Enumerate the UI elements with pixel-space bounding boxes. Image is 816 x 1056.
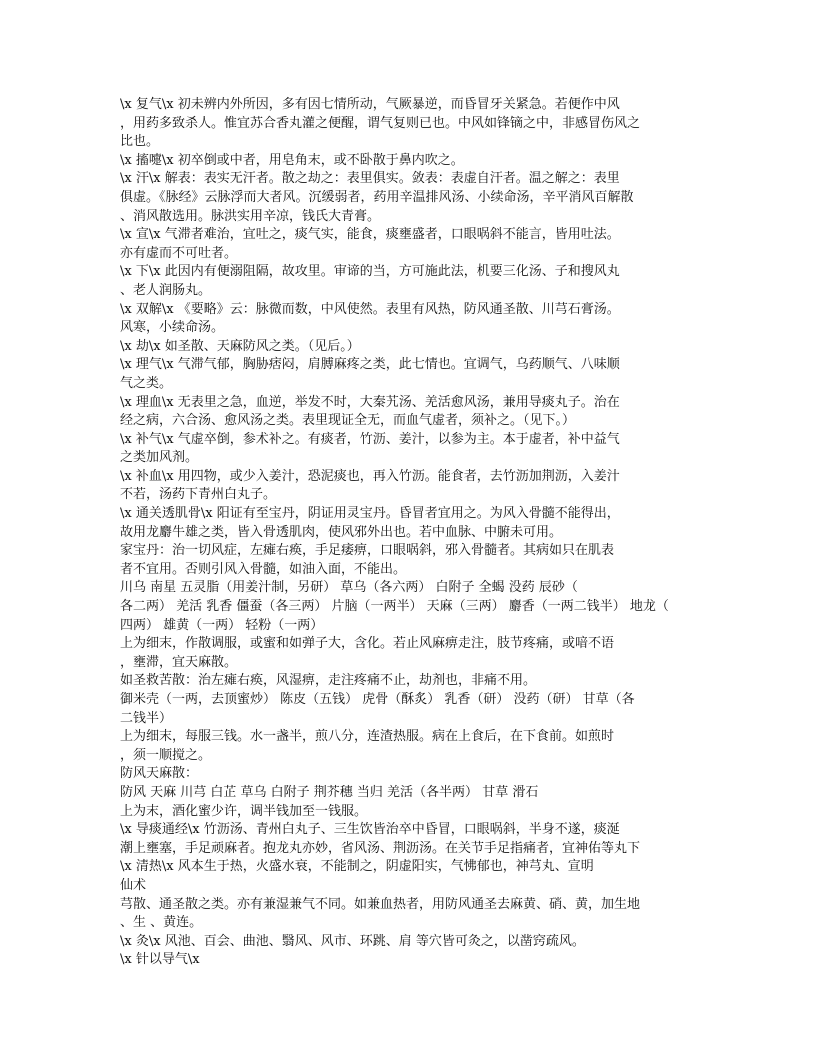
text-line: 上为细末，作散调服，或蜜和如弹子大，含化。若止风麻痹走注，肢节疼痛，或喑不语	[120, 636, 615, 652]
text-line: \x 理血\x 无表里之急，血逆，举发不时，大秦艽汤、羌活愈风汤，兼用导痰丸子。治在	[120, 394, 620, 410]
text-line: 各二两） 羌活 乳香 僵蚕（各三两） 片脑（一两半） 天麻（三两） 麝香（一两二钱半） 地龙（	[120, 599, 669, 615]
text-line: 仙术	[120, 877, 147, 893]
text-line: 、生 、黄连。	[120, 915, 203, 931]
text-line: \x 汗\x 解表：表实无汗者。散之劫之：表里俱实。敛表：表虚自汗者。温之解之：表里	[120, 171, 620, 187]
text-line: \x 灸\x 风池、百会、曲池、翳风、风市、环跳、肩 等穴皆可灸之，以凿窍疏风。	[120, 933, 585, 949]
text-line: 御米壳（一两，去顶蜜炒） 陈皮（五钱） 虎骨（酥炙） 乳香（研） 没药（研） 甘草（各	[120, 692, 635, 707]
text-line: 故用龙麝牛雄之类，皆入骨透肌肉，使风邪外出也。若中血脉、中腑未可用。	[120, 524, 563, 540]
text-line: 比也。	[120, 134, 160, 150]
text-line: \x 下\x 此因内有便溺阻隔，故攻里。审谛的当，方可施此法，机要三化汤、子和搜风丸	[120, 264, 620, 280]
text-line: 经之病，六合汤、愈风汤之类。表里现证全无，而血气虚者，须补之。（见下。）	[120, 413, 576, 429]
text-line: 潮上壅塞，手足顽麻者。抱龙丸亦妙，省风汤、荆沥汤。在关节手足指痛者，宜神佑等丸下	[120, 840, 641, 856]
text-line: 四两） 雄黄（一两） 轻粉（一两）	[120, 617, 324, 633]
text-line: 防风 天麻 川芎 白芷 草乌 白附子 荆芥穗 当归 羌活（各半两） 甘草 滑石	[120, 784, 539, 800]
text-line: ，壅滞，宜天麻散。	[120, 654, 238, 670]
text-line: \x 导痰通经\x 竹沥汤、青州白丸子、三生饮皆治卒中昏冒，口眼㖞斜，半身不遂，痰涎	[120, 822, 620, 838]
text-line: 上为末，酒化蜜少许，调半钱加至一钱服。	[120, 803, 368, 819]
text-line: \x 补血\x 用四物，或少入姜汁，恐泥痰也，再入竹沥。能食者，去竹沥加荆沥，入姜汁	[120, 468, 620, 484]
document-page	[120, 96, 696, 970]
text-line: 气之类。	[120, 375, 173, 391]
text-line: \x 劫\x 如圣散、天麻防风之类。（见后。）	[120, 338, 360, 354]
text-line: 如圣救苦散：治左瘫右痪，风湿痹，走注疼痛不止，劫剂也，非痛不用。	[120, 673, 537, 689]
text-line: \x 补气\x 气虚卒倒，参术补之。有痰者，竹沥、姜汁，以参为主。本于虚者，补中益气	[120, 431, 620, 447]
text-line: 亦有虚而不可吐者。	[120, 245, 238, 261]
text-line: \x 复气\x 初未辨内外所因，多有因七情所动，气厥暴逆，而昏冒牙关紧急。若便作中风	[120, 97, 620, 112]
text-line: 上为细末，每服三钱。水一盏半，煎八分，连渣热服。病在上食后，在下食前。如煎时	[120, 729, 615, 745]
text-line: \x 双解\x 《要略》云：脉微而数，中风使然。表里有风热，防风通圣散、川芎石膏汤。	[120, 301, 620, 317]
text-line: 、消风散选用。脉洪实用辛凉，钱氏大青膏。	[120, 208, 381, 224]
text-line: 不若，汤药下青州白丸子。	[120, 487, 277, 503]
text-line: 川乌 南星 五灵脂（用姜汁制，另研） 草乌（各六两） 白附子 全蝎 没药 辰砂（	[120, 580, 578, 596]
text-line: 俱虚。《脉经》云脉浮而大者风。沉缓弱者，药用辛温排风汤、小续命汤，辛平消风百解散	[120, 189, 634, 205]
text-line: \x 通关透肌骨\x 阳证有至宝丹，阴证用灵宝丹。昏冒者宜用之。为风入骨髓不能得出，	[120, 506, 620, 522]
text-line: 风寒，小续命汤。	[120, 320, 225, 336]
text-line: 、老人润肠丸。	[120, 282, 212, 298]
text-line: 防风天麻散：	[120, 766, 199, 782]
text-line: \x 宣\x 气滞者难治，宜吐之，痰气实，能食，痰壅盛者，口眼㖞斜不能言，皆用吐法。	[120, 227, 620, 243]
text-line: 芎散、通圣散之类。亦有兼湿兼气不同。如兼血热者，用防风通圣去麻黄、硝、黄，加生地	[120, 896, 641, 912]
text-line: 二钱半）	[120, 710, 173, 726]
text-line: 之类加风剂。	[120, 450, 199, 466]
text-line: ，用药多致杀人。惟宜苏合香丸灌之便醒，谓气复则已也。中风如锋镝之中，非感冒伤风之	[120, 115, 641, 131]
text-line: \x 搐嚏\x 初卒倒或中者，用皂角末，或不卧散于鼻内吹之。	[120, 152, 464, 168]
text-line: \x 理气\x 气滞气郁，胸胁痞闷，肩膊麻疼之类，此七情也。宜调气，乌药顺气、八味顺	[120, 357, 620, 373]
text-line: \x 针以导气\x	[120, 952, 200, 968]
text-line: 家宝丹：治一切风症，左瘫右痪，手足痿痹，口眼㖞斜，邪入骨髓者。其病如只在肌表	[120, 543, 615, 559]
text-line: ，须一顺搅之。	[120, 747, 212, 763]
text-line: 者不宜用。否则引风入骨髓，如油入面，不能出。	[120, 561, 407, 577]
text-line: \x 清热\x 风本生于热，火盛水衰，不能制之，阴虚阳实，气怫郁也，神芎丸、宣明	[120, 859, 594, 875]
